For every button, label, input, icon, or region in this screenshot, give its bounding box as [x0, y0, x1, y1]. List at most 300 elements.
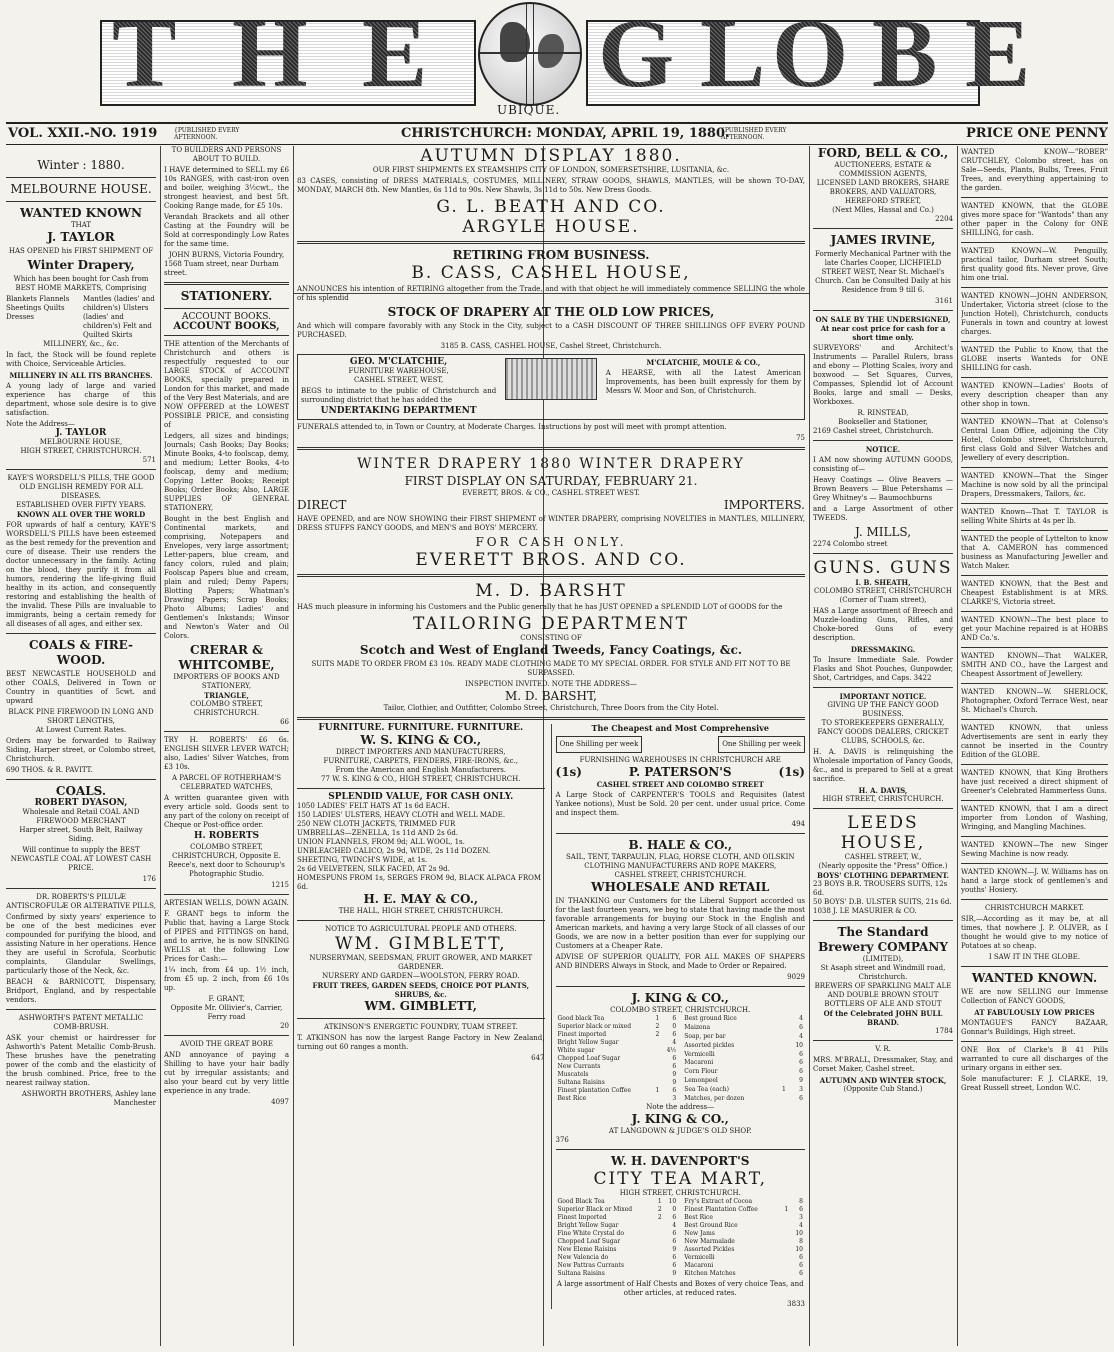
price-pence: 6	[799, 1024, 803, 1032]
text: W. S. KING & CO.,	[360, 733, 482, 747]
text: A young lady of large and varied experience has charge of this department, whose sole desire is to give satisfaction.	[6, 382, 156, 417]
winter-drapery-heading: WINTER DRAPERY 1880 WINTER DRAPERY	[357, 456, 745, 472]
price-pence: 6	[672, 1015, 677, 1022]
text: BEGS to intimate to the public of Christchurch and surrounding district that he has added the	[301, 387, 497, 404]
autumn-display: AUTUMN DISPLAY 1880.	[420, 146, 682, 166]
item-name: Bright Yellow Sugar	[557, 1039, 619, 1046]
masthead-letter: G	[598, 0, 673, 108]
text: H. A. DAVIS,	[858, 786, 908, 795]
price-pence: 4	[672, 1039, 677, 1046]
text: Verandah Brackets and all other Casting at the Foundry will be Sold at correspondingly Low Rates for the same time.	[164, 213, 289, 248]
price-row	[682, 1050, 805, 1059]
wanted-ad: WANTED KNOWN—That the Singer Machine is now sold by all the principal Drapers, Dressmakers, Tailors, &c.	[961, 472, 1108, 498]
column-3	[297, 146, 805, 1346]
published-tag: {PUBLISHED EVERY AFTERNOON.	[721, 127, 787, 141]
masthead-letter: T	[112, 0, 176, 108]
text: NOTICE TO AGRICULTURAL PEOPLE AND OTHERS.	[325, 925, 517, 933]
price-shillings: 1	[657, 1198, 662, 1205]
price-pence: 6	[799, 1094, 803, 1102]
text: A written guarantee given with every article sold. Goods sent to any part of the colony on receipt of Cheque or Post-office order.	[164, 794, 289, 829]
column-1	[6, 146, 156, 1346]
text: 690 THOS. & R. PAVITT.	[6, 766, 93, 774]
text: OUR FIRST SHIPMENTS EX STEAMSHIPS CITY OF LONDON, SOMERSETSHIRE, LUSITANIA, &c.	[372, 166, 730, 174]
text: Formerly Mechanical Partner with the late Charles Cooper, LICHFIELD STREET WEST, Near St. Michael's Church. Can be Consulted Daily at his Residence from 9 till 6.	[815, 250, 951, 294]
price-shillings	[776, 1077, 788, 1086]
text: BEACH & BARNICOTT, Dispensary, Bridport, England, and by respectable vendors.	[6, 978, 156, 1004]
text: (Next Mlles, Hassal and Co.)	[832, 206, 934, 214]
price-row	[682, 1085, 805, 1094]
item-name: Assorted pickles	[684, 1041, 735, 1049]
text: (LIMITED),	[862, 955, 904, 963]
goods-list	[6, 295, 156, 340]
text: GEO. M'CLATCHIE,	[349, 357, 448, 367]
text: FURNITURE, CARPETS, FENDERS, FIRE-IRONS, &c.,	[323, 757, 519, 765]
price-shillings	[780, 1262, 790, 1270]
price-row	[556, 1087, 679, 1095]
price-shillings	[776, 1050, 788, 1059]
text: STOCK OF DRAPERY AT THE OLD LOW PRICES,	[387, 305, 715, 319]
wanted-ad: WANTED the Public to Know, that the GLOBE inserts Wanteds for ONE SHILLING for cash.	[961, 346, 1108, 372]
price-shillings	[654, 1238, 664, 1246]
text: IN THANKING our Customers for the Liberal Support accorded us for the last fourteen years, we beg to state that having made the most favorable arrangements for buying our Stock in the English and American markets, and having a very large Stock of all classes of our Goods, we are now in a better position than ever for supplying our Customers at a Cheaper Rate.	[555, 897, 805, 950]
text: SHEETING, TWINCH'S WIDE, at 1s.	[297, 856, 428, 864]
text: FURNITURE. FURNITURE. FURNITURE.	[318, 723, 524, 733]
text: 176	[142, 875, 156, 883]
price-row	[556, 1047, 679, 1055]
text: The Standard Brewery COMPANY	[818, 925, 948, 954]
text: SIR,—According as it may be, at all times, that nowhere J. P. OLIVER, as I thought he would give to my notice of Potatoes at so cheap.	[961, 915, 1108, 950]
text: GIVING UP THE FANCY GOOD BUSINESS.	[827, 701, 939, 718]
price-pence: 10	[795, 1230, 803, 1237]
text: From the American and English Manufacturers.	[335, 766, 507, 774]
text: AVOID THE GREAT BORE	[179, 1040, 274, 1048]
price-shillings	[776, 1094, 788, 1103]
text: V. R.	[875, 1045, 891, 1053]
price-row	[682, 1068, 805, 1077]
text: Of the Celebrated JOHN BULL BRAND.	[823, 1009, 943, 1027]
text: COLOMBO STREET, CHRISTCHURCH (Corner of Tuam street),	[814, 587, 952, 604]
price-pence: 9	[672, 1270, 677, 1277]
price-pence: 8	[799, 1238, 803, 1245]
text: CASHEL STREET AND COLOMBO STREET	[596, 780, 764, 789]
text: 3833	[787, 1300, 805, 1308]
price-shillings	[780, 1198, 790, 1206]
item-name: Best ground Rice	[684, 1015, 737, 1023]
text: 1038 J. LE MASURIER & CO.	[813, 907, 917, 915]
item-name: Chopped Loaf Sugar	[557, 1055, 621, 1062]
price-shillings	[652, 1039, 662, 1047]
text: M'CLATCHIE, MOULE & CO.,	[646, 358, 761, 367]
price-list-right	[682, 1015, 805, 1103]
text: M. D. BARSHT,	[505, 689, 597, 703]
text: MILLINERY, &c., &c.	[43, 340, 119, 348]
price-row	[682, 1024, 805, 1033]
price-shillings	[776, 1015, 788, 1024]
price-shillings	[654, 1222, 664, 1230]
text: CASHEL STREET, W.,	[844, 853, 922, 861]
melbourne-house: MELBOURNE HOUSE.	[10, 182, 152, 196]
masthead-letter: E	[965, 0, 1029, 108]
text: JAMES IRVINE,	[830, 233, 936, 247]
text: BOYS' CLOTHING DEPARTMENT.	[817, 871, 949, 880]
item-name: Best Rice	[557, 1095, 587, 1102]
text: 50 BOYS' D.B. ULSTER SUITS, 21s 6d.	[813, 898, 952, 906]
text: J. MILLS,	[854, 525, 912, 539]
text: CHRISTCHURCH MARKET.	[985, 904, 1084, 912]
text: ASHWORTH'S PATENT METALLIC COMB-BRUSH.	[18, 1014, 144, 1031]
price-shillings	[780, 1270, 790, 1278]
coals-heading: COALS & FIRE-WOOD.	[28, 638, 134, 667]
price-row	[556, 1015, 679, 1023]
text: (1s)	[778, 765, 805, 779]
price-shillings	[654, 1270, 664, 1278]
text: Which has been bought for Cash from BEST HOME MARKETS, Comprising	[13, 275, 149, 292]
text: R. RINSTEAD,	[857, 409, 909, 417]
text: WE are now SELLING our Immense Collection of FANCY GOODS,	[961, 988, 1108, 1005]
price-shillings: 1	[655, 1015, 660, 1022]
price-shillings: 1	[782, 1085, 786, 1093]
item-name: Bright Yellow Sugar	[557, 1222, 619, 1229]
price-row	[556, 1206, 679, 1214]
text: NURSERY AND GARDEN—WOOLSTON, FERRY ROAD.	[322, 972, 520, 980]
text: BLACK PINE FIREWOOD IN LONG AND SHORT LENGTHS,	[8, 708, 154, 725]
price-shillings: 1	[655, 1087, 660, 1094]
text: To Insure Immediate Sale. Powder Flasks and Shot Pouches, Gunpowder, Shot, Cartridges, and Caps. 3422	[813, 656, 953, 682]
text: 3161	[935, 297, 953, 305]
text: ARTESIAN WELLS, DOWN AGAIN.	[164, 899, 289, 907]
text: AND annoyance of paying a Shilling to have your hair badly cut by irregular assistants; and also your beard cut by very little experience in any trade.	[164, 1051, 289, 1095]
price-shillings	[652, 1079, 662, 1087]
text: DIRECT IMPORTERS AND MANUFACTURERS,	[335, 748, 506, 756]
price-shillings: 2	[655, 1023, 660, 1030]
text: 494	[791, 820, 805, 828]
text: Note the Address—	[6, 420, 75, 428]
text: 9029	[787, 973, 805, 981]
published-tag: {PUBLISHED EVERY AFTERNOON.	[174, 127, 240, 141]
text: ASK your chemist or hairdresser for Ashworth's Patent Metallic Comb-Brush. These brushes have the penetrating power of the comb and the elasticity of the brush combined. Price, free to the nearest railway station.	[6, 1034, 156, 1087]
wanted-ad: WANTED KNOWN—The new Singer Sewing Machine is now ready.	[961, 841, 1108, 858]
item-name: Fine White Crystal do	[557, 1230, 624, 1237]
text: Heavy Coatings — Olive Beavers — Brown Beavers — Blue Petershams — Grey Whitney's — Baumochburns	[813, 476, 953, 502]
text: SPLENDID VALUE, FOR CASH ONLY.	[328, 792, 514, 802]
text: SAIL, TENT, TARPAULIN, FLAG, HORSE CLOTH, AND OILSKIN CLOTHING MANUFACTURERS AND ROPE MAKERS,	[565, 853, 795, 870]
text: ATKINSON'S ENERGETIC FOUNDRY, TUAM STREET.	[324, 1023, 518, 1031]
masthead-letter: L	[700, 0, 764, 108]
price-row	[556, 1095, 679, 1103]
item-name: Finest plantation Coffee	[557, 1087, 631, 1094]
text: UMBRELLAS—ZENELLA, 1s 11d AND 2s 6d.	[297, 829, 459, 837]
item-name: Chopped Loaf Sugar	[557, 1238, 621, 1245]
price-shillings	[780, 1246, 790, 1254]
text: MELBOURNE HOUSE,	[39, 438, 123, 446]
text: ON SALE BY THE UNDERSIGNED, At near cost price for cash for a short time only.	[815, 315, 951, 342]
price-pence: 6	[672, 1087, 677, 1094]
masthead-letter: H	[232, 0, 307, 108]
price-shillings	[654, 1230, 664, 1238]
price-row	[682, 1198, 805, 1206]
text: COLOMBO STREET, CHRISTCHURCH.	[610, 1006, 751, 1014]
item-name: Superior Black or Mixed	[557, 1206, 633, 1213]
text: I HAVE determined to SELL my £6 10s RANGES, with cast-iron oven and boiler, weighing 3½cwt., the strongest heaviest, and best 5ft. Cooking Range made, for £5 10s.	[164, 166, 289, 210]
text: THAT	[70, 221, 92, 229]
item-name: Lemonpeel	[684, 1076, 718, 1084]
price-pence: 3	[672, 1095, 677, 1102]
price-pence: 4	[799, 1222, 803, 1229]
text: (1s)	[555, 765, 582, 779]
price-row	[682, 1077, 805, 1086]
item-name: New Jams	[684, 1230, 715, 1237]
price-row	[682, 1214, 805, 1222]
text: 3185 B. CASS, CASHEL HOUSE, Cashel Street, Christchurch.	[440, 342, 662, 350]
text: WM. GIMBLETT,	[364, 999, 477, 1013]
text: HOMESPUNS FROM 1s, SERGES FROM 9d, BLACK ALPACA FROM 6d.	[297, 874, 541, 891]
text: Scotch and West of England Tweeds, Fancy Coatings, &c.	[359, 643, 743, 657]
price-row	[556, 1023, 679, 1031]
text: CONSISTING OF	[520, 634, 582, 642]
text: 23 BOYS B.R. TROUSERS SUITS, 12s 6d.	[813, 880, 948, 897]
text: ADVISE OF SUPERIOR QUALITY, FOR ALL MAKES OF SHAPERS AND BINDERS Always in Stock, and Made to Order or Repaired.	[555, 953, 805, 970]
price-pence: 9	[672, 1079, 677, 1086]
text: P. PATERSON'S	[628, 765, 732, 779]
item-name: Finest imported	[557, 1031, 607, 1038]
text: JOHN BURNS, Victoria Foundry,	[168, 251, 285, 259]
text: FRUIT TREES, GARDEN SEEDS, CHOICE POT PLANTS, SHRUBS, &c.	[312, 981, 530, 999]
text: MILLINERY IN ALL ITS BRANCHES.	[9, 371, 153, 380]
wanted-ad: WANTED KNOWN—W. SHERLOCK, Photographer, Oxford Terrace West, near St. Michael's Church.	[961, 688, 1108, 714]
text: Tailor, Clothier, and Outfitter, Colombo Street, Christchurch, Three Doors from the City Hotel.	[383, 704, 719, 712]
text: ASHWORTH BROTHERS, Ashley lane Manchester	[21, 1090, 156, 1107]
text: COLOMBO STREET, CHRISTCHURCH.	[190, 700, 263, 717]
text: Note the address—	[646, 1103, 715, 1111]
text: Blankets Flannels Sheetings Quilts Dresses	[6, 295, 70, 321]
wanted-ad: WANTED KNOWN—Ladies' Boots of every description cheaper than any other shop in town.	[961, 382, 1108, 408]
price-pence: 6	[672, 1254, 677, 1261]
text: FURNISHING WAREHOUSES IN CHRISTCHURCH ARE	[579, 756, 781, 764]
price-pence: 6	[672, 1063, 677, 1070]
price-row	[682, 1254, 805, 1262]
text: IMPORTERS.	[723, 498, 805, 512]
item-name: Fry's Extract of Cocoa	[684, 1198, 753, 1205]
text: GUNS. GUNS	[813, 558, 953, 578]
tea-list-right	[682, 1198, 805, 1278]
price-shillings	[776, 1041, 788, 1050]
text: H. E. MAY & CO.,	[363, 892, 479, 906]
price-row	[556, 1254, 679, 1262]
price-shillings	[776, 1059, 788, 1068]
text: (Opposite Cub Stand.)	[843, 1085, 923, 1093]
price-row	[682, 1262, 805, 1270]
text: 2s 6d VELVETEEN, SILK FACED, AT 2s 9d.	[297, 865, 450, 873]
text: FORD, BELL & CO.,	[817, 146, 949, 160]
text: INSPECTION INVITED. NOTE THE ADDRESS—	[465, 680, 637, 688]
text: H. ROBERTS	[193, 831, 260, 841]
item-name: Best Ground Rice	[684, 1222, 738, 1229]
wanted-ad: WANTED KNOWN—That WALKER, SMITH AND CO., have the Largest and Cheapest Assortment of Jewellery.	[961, 652, 1108, 678]
wanted-ad: WANTED KNOWN, that I am a direct importer from London of Washing, Wringing, and Mangling Machines.	[961, 805, 1108, 831]
price-pence: 6	[799, 1262, 803, 1269]
text: SURVEYORS' and Architect's Instruments — Parallel Rulers, brass and ebony — Plotting Scales, ivory and boxwood — Set Squares, Curves, Compasses, Splendid lot of Account Books, large and small — Desks, Workboxes.	[813, 344, 953, 406]
price-list-left	[556, 1015, 679, 1103]
dateline	[6, 122, 1108, 145]
text: 376	[555, 1136, 569, 1144]
price-pence: 6	[672, 1214, 677, 1221]
text: AT FABULOUSLY LOW PRICES	[974, 1008, 1095, 1017]
text: ONE Box of Clarke's B 41 Pills warranted to cure all discharges of the urinary organs in either sex.	[961, 1046, 1108, 1072]
item-name: Soap, per bar	[684, 1032, 726, 1040]
lower-split	[297, 724, 805, 1309]
text: 150 LADIES' ULSTERS, HEAVY CLOTH and WELL MADE.	[297, 811, 506, 819]
price-pence: 6	[672, 1238, 677, 1245]
column-4	[551, 724, 805, 1309]
text: 1568 Tuam street, near Durham street.	[164, 260, 279, 277]
stationery-heading: STATIONERY.	[180, 289, 273, 303]
price-pence: 6	[672, 1031, 677, 1038]
lower-left	[297, 724, 545, 1309]
price-pence: 4	[799, 1032, 803, 1040]
price-row	[682, 1270, 805, 1278]
price-row	[682, 1033, 805, 1042]
item-name: New Currants	[557, 1063, 601, 1070]
text: 647	[531, 1054, 545, 1062]
price-pence: 6	[799, 1050, 803, 1058]
masthead-letter: E	[362, 0, 426, 108]
price-pence: 4	[672, 1222, 677, 1229]
text: RETIRING FROM BUSINESS.	[452, 248, 650, 262]
wanted-ad: WANTED KNOWN—W. Penguilly, practical tailor, Durham street South; first quality good fits. Never prove, Give him one trial.	[961, 247, 1108, 282]
text: MONTAGUE'S FANCY BAZAAR, Gonnar's Buildings, High street.	[961, 1019, 1108, 1036]
column-2	[164, 146, 289, 1346]
price-pence: 6	[672, 1230, 677, 1237]
winter-drapery: Winter Drapery,	[27, 258, 135, 272]
text: A Large Stock of CARPENTER'S TOOLS and Requisites (latest Yankee notions), Must be Sold. 20 per cent. under usual price. Come and inspect them.	[555, 791, 805, 817]
text: Confirmed by sixty years' experience to be one of the best medicines ever compounded for purifying the blood, and assisting Nature in her operations. Hence they are useful in Scrofula, Scorbutic complaints, Glandular Swellings, particularly those of the Neck, &c.	[6, 913, 156, 975]
price-shillings: 2	[655, 1031, 660, 1038]
text: 75	[796, 434, 805, 442]
price-row	[556, 1230, 679, 1238]
item-name: Maizena	[684, 1024, 711, 1032]
text: G. L. BEATH AND CO.	[436, 197, 666, 217]
price-pence: 4½	[666, 1047, 677, 1054]
wanted-ad: WANTED KNOWN, that the Best and Cheapest Establishment is at MRS. CLARKE'S, Victoria street.	[961, 580, 1108, 606]
text: MRS. M'BRALL, Dressmaker, Stay, and Corset Maker, Cashel street.	[813, 1056, 953, 1073]
wanted-ad: WANTED KNOWN—That at Colenso's Central Loan Office, adjoining the City Hotel, Colombo street, Christchurch, first class Gold and Silver Watches and Jewellery of every description.	[961, 418, 1108, 462]
item-name: Best Rice	[684, 1214, 713, 1221]
price-pence: 6	[799, 1254, 803, 1261]
hearse-icon	[505, 358, 597, 400]
text: 1784	[935, 1027, 953, 1035]
price-pence: 8	[799, 1198, 803, 1205]
price-row	[556, 1222, 679, 1230]
text: HIGH STREET, CHRISTCHURCH.	[619, 1189, 741, 1197]
price-shillings	[780, 1222, 790, 1230]
text: FOR CASH ONLY.	[475, 535, 627, 549]
text: 571	[142, 456, 156, 464]
item-name: New Eleme Raisins	[557, 1246, 617, 1253]
text: EVERETT, BROS. & CO., CASHEL STREET WEST.	[462, 489, 640, 497]
text: J. KING & CO.,	[631, 991, 729, 1005]
text: TRY H. ROBERTS' £6 6s. ENGLISH SILVER LEVER WATCH; also, Ladies' Silver Watches, from £3 10s.	[164, 736, 289, 771]
text: I SAW IT IN THE GLOBE.	[988, 953, 1081, 961]
text: BREWERS OF SPARKLING MALT ALE AND DOUBLE BROWN STOUT BOTTLERS OF ALE AND STOUT	[814, 982, 952, 1008]
text: IMPORTANT NOTICE.	[839, 692, 927, 701]
text: H. A. DAVIS is relinquishing the Wholesale importation of Fancy Goods, &c., and is prepared to Sell at a great sacrifice.	[813, 748, 953, 783]
masthead-motto: UBIQUE.	[497, 103, 561, 117]
wanted-ad: WANTED the people of Lyttelton to know that A. CAMERON has commenced business as Manufacturing Jeweller and Watch Maker.	[961, 535, 1108, 570]
item-name: Corn Flour	[684, 1068, 718, 1076]
text: ROBERT DYASON,	[34, 798, 128, 808]
cass-heading: B. CASS, CASHEL HOUSE,	[411, 263, 691, 283]
price: PRICE ONE PENNY	[966, 126, 1108, 141]
text: F. GRANT,	[208, 995, 245, 1003]
tea-list-left	[556, 1198, 679, 1278]
text: HIGH STREET, CHRISTCHURCH.	[20, 447, 142, 455]
column-6	[961, 146, 1108, 1346]
text: One Shilling per week	[718, 736, 805, 753]
wanted-ad: WANTED KNOWN—The best place to get your Machine repaired is at HOBBS AND Co.'s.	[961, 616, 1108, 642]
item-name: Finest Imported	[557, 1214, 607, 1221]
price-row	[682, 1041, 805, 1050]
text: 2169 Cashel street, Christchurch.	[813, 427, 934, 435]
text: A PARCEL OF ROTHERHAM'S CELEBRATED WATCHES,	[171, 774, 282, 791]
text: and a Large Assortment of other TWEEDS.	[813, 505, 953, 522]
price-row	[682, 1230, 805, 1238]
text: LEEDS HOUSE,	[840, 813, 926, 853]
text: KNOWN ALL OVER THE WORLD	[16, 510, 146, 519]
text: WHOLESALE AND RETAIL	[591, 880, 770, 894]
text: 66	[280, 718, 289, 726]
price-shillings	[652, 1063, 662, 1071]
price-row	[682, 1206, 805, 1214]
winter-heading: Winter : 1880.	[37, 158, 125, 172]
text: IMPORTERS OF BOOKS AND STATIONERY,	[173, 673, 280, 690]
item-name: Assorted Pickles	[684, 1246, 735, 1253]
text: FUNERALS attended to, in Town or Country, at Moderate Charges. Instructions by post will meet with prompt attention.	[297, 423, 727, 431]
price-shillings: 2	[657, 1214, 662, 1221]
text: HAVE OPENED, and are NOW SHOWING their FIRST SHIPMENT of WINTER DRAPERY, comprising NOVELTIES in MANTLES, MILLINERY, DRESS STUFFS FANCY GOODS, and MEN'S and BOYS' MERCERY.	[297, 515, 805, 532]
text: In fact, the Stock will be found replete with Choice, Serviceable Articles.	[6, 351, 156, 368]
text: Will continue to supply the BEST NEWCASTLE COAL AT LOWEST CASH PRICE.	[10, 846, 152, 872]
text: W. H. DAVENPORT'S	[611, 1154, 750, 1168]
masthead-letter: B	[872, 0, 936, 108]
price-row	[682, 1015, 805, 1024]
text: 1¼ inch, from £4 up. 1½ inch, from £5 up. 2 inch, from £6 10s up.	[164, 966, 289, 992]
text: FOR upwards of half a century, KAYE'S WORSDELL'S PILLS have been esteemed as the best remedy for the prevention and cure of disease. Their use renders the doctor unnecessary in the family. Acting on the blood, they purify it from all humors, rendering the life-giving fluid healthy in its action, and consequently restoring and establishing the health of the invalid. These Pills are invaluable to immigrants, being a certain remedy for all diseases of all ages, and either sex.	[6, 521, 156, 628]
text: Orders may be forwarded to Railway Siding, Harper street, or Colombo street, Christchurch.	[6, 737, 156, 763]
price-shillings	[780, 1230, 790, 1238]
item-name: Muscatels	[557, 1071, 589, 1078]
price-shillings	[652, 1071, 662, 1079]
price-shillings	[776, 1024, 788, 1033]
text: ESTABLISHED OVER FIFTY YEARS.	[16, 501, 146, 509]
price-pence: 6	[799, 1270, 803, 1277]
price-row	[556, 1039, 679, 1047]
text: St Asaph street and Windmill road, Christchurch.	[820, 964, 946, 981]
text: At Lowest Current Rates.	[35, 726, 127, 734]
text: AUTUMN AND WINTER STOCK,	[819, 1076, 947, 1085]
price-row	[556, 1214, 679, 1222]
text: I. B. SHEATH,	[855, 578, 911, 587]
text: The Cheapest and Most Comprehensive	[591, 723, 769, 733]
text: ACCOUNT BOOKS.	[182, 312, 271, 322]
text: 77 W. S. KING & CO., HIGH STREET, CHRISTCHURCH.	[321, 775, 521, 783]
price-shillings	[652, 1047, 662, 1055]
price-row	[682, 1238, 805, 1246]
text: Sole manufacturer: F. J. CLARKE, 19, Great Russell street, London W.C.	[961, 1075, 1108, 1092]
text: HIGH STREET, CHRISTCHURCH.	[822, 795, 944, 803]
price-row	[556, 1055, 679, 1063]
text: 1215	[271, 881, 289, 889]
text: AUCTIONEERS, ESTATE & COMMISSION AGENTS,	[834, 161, 932, 178]
